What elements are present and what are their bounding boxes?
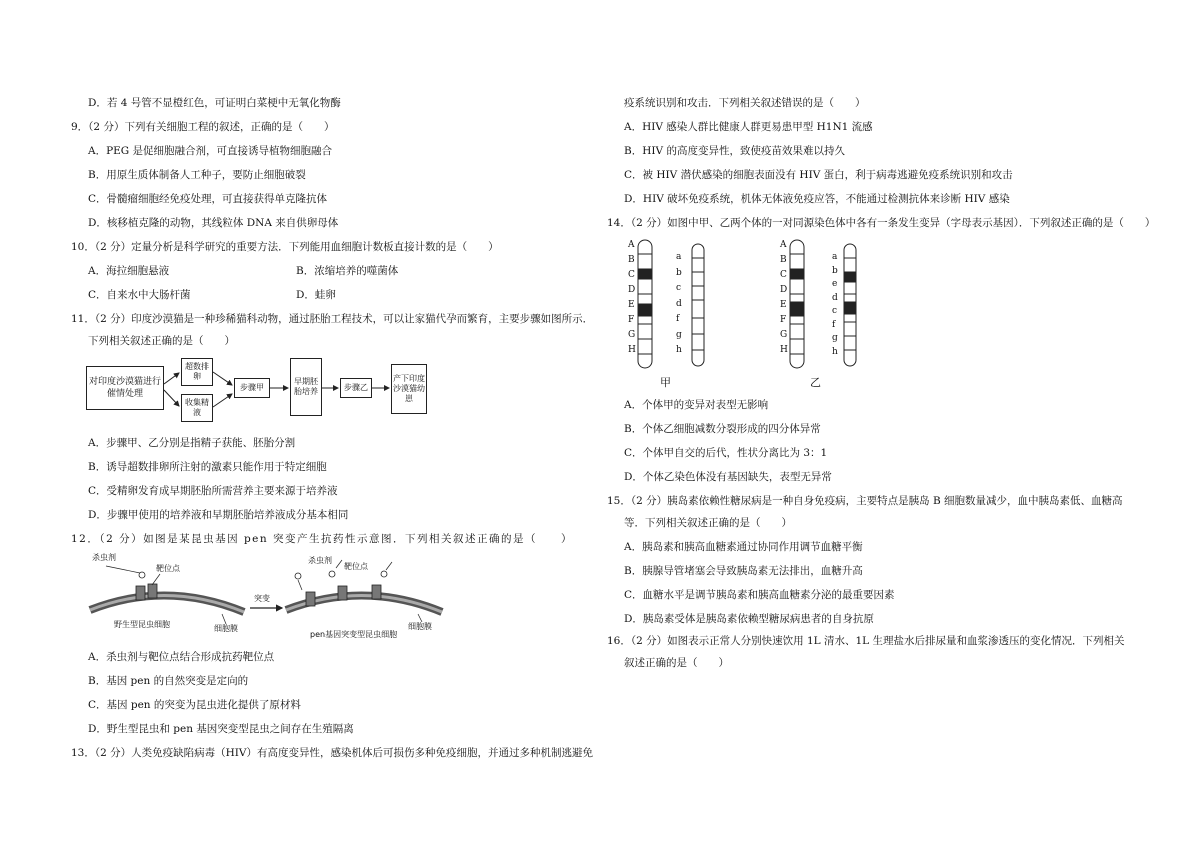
q16-stem: 16．（2 分）如图表示正常人分别快速饮用 1L 清水、1L 生理盐水后排尿量和血浆渗透压的变化情况．下列相关 xyxy=(607,635,1125,647)
q10-option-c: C．自来水中大肠杆菌 xyxy=(88,289,191,301)
q14-gene-lower-yi-0: a xyxy=(832,252,838,262)
q14-gene-upper-jia-2: C xyxy=(628,270,635,280)
q15-option-a: A．胰岛素和胰高血糖素通过协同作用调节血糖平衡 xyxy=(624,541,863,553)
q14-gene-lower-jia-3: d xyxy=(676,298,682,309)
q11-stem-cont: 下列相关叙述正确的是（ ） xyxy=(88,335,235,347)
q14-label-yi: 乙 xyxy=(810,376,821,389)
q12-option-a: A．杀虫剂与靶位点结合形成抗药靶位点 xyxy=(88,651,275,663)
q14-option-d: D．个体乙染色体没有基因缺失，表型无异常 xyxy=(624,471,832,483)
q14-gene-upper-yi-1: B xyxy=(780,255,787,265)
q9-option-a: A．PEG 是促细胞融合剂，可直接诱导植物细胞融合 xyxy=(88,145,333,157)
q11-stem: 11．（2 分）印度沙漠猫是一种珍稀猫科动物，通过胚胎工程技术，可以让家猫代孕而繁育，主要步骤如图所示． xyxy=(71,313,594,325)
q13-stem-cont: 疫系统识别和攻击．下列相关叙述错误的是（ ） xyxy=(624,97,866,109)
q14-gene-upper-jia-4: E xyxy=(628,300,635,310)
q12-option-b: B．基因 pen 的自然突变是定向的 xyxy=(88,675,249,687)
q14-gene-lower-yi-2: e xyxy=(832,279,838,289)
q15-stem: 15．（2 分）胰岛素依赖性糖尿病是一种自身免疫病，主要特点是胰岛 B 细胞数量减少，血中胰岛素低、血糖高 xyxy=(607,495,1123,507)
q14-gene-upper-jia-0: A xyxy=(628,240,635,250)
q12-label-target-2: 靶位点 xyxy=(344,562,368,571)
q14-gene-lower-jia-0: a xyxy=(676,252,682,262)
q12-option-c: C．基因 pen 的突变为昆虫进化提供了原材料 xyxy=(88,699,301,711)
q11-option-a: A．步骤甲、乙分别是指精子获能、胚胎分割 xyxy=(88,437,296,449)
q10-option-b: B．浓缩培养的噬菌体 xyxy=(296,265,399,277)
q14-gene-lower-jia-4: f xyxy=(676,314,680,324)
q12-label-mutation: 突变 xyxy=(254,594,270,603)
q10-option-a: A．海拉细胞悬液 xyxy=(88,265,170,277)
q10-option-d: D．蛙卵 xyxy=(296,289,336,301)
q16-stem-cont: 叙述正确的是（ ） xyxy=(624,657,729,669)
q14-gene-lower-yi-6: g xyxy=(832,333,838,343)
q14-gene-lower-yi-4: c xyxy=(832,306,838,316)
q14-gene-upper-yi-5: F xyxy=(780,315,787,325)
q14-gene-lower-yi-7: h xyxy=(832,346,838,357)
q14-label-jia: 甲 xyxy=(660,376,671,389)
q14-gene-lower-jia-6: h xyxy=(676,345,682,355)
q11-box-step-a: 步骤甲 xyxy=(234,378,270,398)
q12-label-insecticide-2: 杀虫剂 xyxy=(308,556,332,565)
q13-stem: 13．（2 分）人类免疫缺陷病毒（HIV）有高度变异性，感染机体后可损伤多种免疫细胞，并通过多种机制逃避免 xyxy=(71,747,594,759)
q14-gene-upper-jia-6: G xyxy=(628,330,636,340)
q13-option-a: A．HIV 感染人群比健康人群更易患甲型 H1N1 流感 xyxy=(624,121,873,133)
q12-option-d: D．野生型昆虫和 pen 基因突变型昆虫之间存在生殖隔离 xyxy=(88,723,354,735)
q14-gene-upper-jia-1: B xyxy=(628,255,635,265)
q9-option-d: D．核移植克隆的动物，其线粒体 DNA 来自供卵母体 xyxy=(88,217,339,229)
q15-option-b: B．胰腺导管堵塞会导致胰岛素无法排出，血糖升高 xyxy=(624,565,863,577)
q15-stem-cont: 等．下列相关叙述正确的是（ ） xyxy=(624,517,792,529)
q12-label-wild-cell: 野生型昆虫细胞 xyxy=(114,620,170,629)
q11-option-d: D．步骤甲使用的培养液和早期胚胎培养液成分基本相同 xyxy=(88,509,349,521)
q14-gene-lower-jia-1: b xyxy=(676,267,682,278)
q8-option-d: D．若 4 号管不显橙红色，可证明白菜梗中无氧化物酶 xyxy=(88,97,341,109)
q13-option-b: B．HIV 的高度变异性，致使疫苗效果难以持久 xyxy=(624,145,845,157)
q11-flow-diagram xyxy=(86,354,446,428)
q14-option-c: C．个体甲自交的后代，性状分离比为 3：1 xyxy=(624,447,828,459)
q15-option-d: D．胰岛素受体是胰岛素依赖型糖尿病患者的自身抗原 xyxy=(624,613,874,625)
q11-box-early-embryo: 早期胚胎培养 xyxy=(290,358,322,416)
q9-option-b: B．用原生质体制备人工种子，要防止细胞破裂 xyxy=(88,169,306,181)
q14-gene-lower-yi-3: d xyxy=(832,292,838,303)
q12-label-mutant-cell: pen基因突变型昆虫细胞 xyxy=(310,630,398,639)
q10-stem: 10．（2 分）定量分析是科学研究的重要方法．下列能用血细胞计数板直接计数的是（ ） xyxy=(71,241,499,253)
q14-option-b: B．个体乙细胞减数分裂形成的四分体异常 xyxy=(624,423,821,435)
q14-gene-lower-jia-5: g xyxy=(676,329,682,340)
q11-option-b: B．诱导超数排卵所注射的激素只能作用于特定细胞 xyxy=(88,461,327,473)
q14-gene-upper-yi-0: A xyxy=(780,240,787,250)
q12-label-insecticide: 杀虫剂 xyxy=(92,553,116,562)
q11-box-superovulation: 超数排卵 xyxy=(181,358,213,386)
q14-gene-upper-jia-7: H xyxy=(628,345,636,355)
q14-option-a: A．个体甲的变异对表型无影响 xyxy=(624,399,769,411)
q11-box-step-b: 步骤乙 xyxy=(340,378,372,398)
q12-stem: 12．（2 分）如图是某昆虫基因 pen 突变产生抗药性示意图．下列相关叙述正确的是（ ） xyxy=(71,533,574,545)
q11-box-start: 对印度沙漠猫进行催情处理 xyxy=(86,366,164,410)
q14-gene-upper-yi-3: D xyxy=(780,285,788,295)
q13-option-d: D．HIV 破坏免疫系统，机体无体液免疫应答，不能通过检测抗体来诊断 HIV 感染 xyxy=(624,193,1010,205)
q14-gene-upper-jia-5: F xyxy=(628,315,635,325)
q12-label-membrane-2: 细胞膜 xyxy=(408,622,432,631)
q12-label-target: 靶位点 xyxy=(156,564,180,573)
q14-stem: 14．（2 分）如图中甲、乙两个体的一对同源染色体中各有一条发生变异（字母表示基因）．下列叙述正确的是（ ） xyxy=(607,217,1156,229)
q15-option-c: C．血糖水平是调节胰岛素和胰高血糖素分泌的最重要因素 xyxy=(624,589,895,601)
q13-option-c: C．被 HIV 潜伏感染的细胞表面没有 HIV 蛋白，利于病毒逃避免疫系统识别和攻击 xyxy=(624,169,1013,181)
q12-figure xyxy=(86,552,446,642)
q14-gene-upper-yi-2: C xyxy=(780,270,787,280)
q14-gene-upper-jia-3: D xyxy=(628,285,636,295)
q14-gene-upper-yi-7: H xyxy=(780,345,788,355)
q14-gene-lower-yi-5: f xyxy=(832,319,836,330)
q9-option-c: C．骨髓瘤细胞经免疫处理，可直接获得单克隆抗体 xyxy=(88,193,328,205)
q9-stem: 9．（2 分）下列有关细胞工程的叙述，正确的是（ ） xyxy=(71,121,335,133)
q11-box-collect-semen: 收集精液 xyxy=(181,394,213,422)
q14-gene-upper-yi-4: E xyxy=(780,300,787,310)
q14-gene-upper-yi-6: G xyxy=(780,330,788,340)
q11-box-result: 产下印度沙漠猫幼崽 xyxy=(391,364,427,414)
q14-gene-lower-yi-1: b xyxy=(832,265,838,276)
q11-option-c: C．受精卵发育成早期胚胎所需营养主要来源于培养液 xyxy=(88,485,338,497)
q12-label-membrane: 细胞膜 xyxy=(214,624,238,633)
q14-gene-lower-jia-2: c xyxy=(676,283,682,293)
